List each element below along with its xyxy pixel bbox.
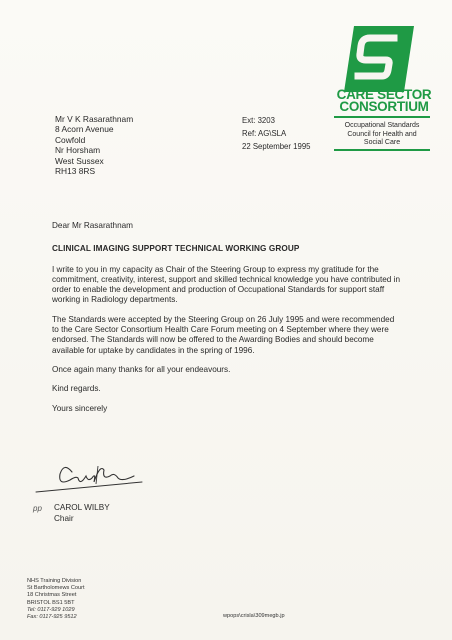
letter-body [52,221,402,423]
footer-line: 18 Christmas Street [27,592,77,599]
footer-phone: Tel: 0117-929 1029 [27,606,75,613]
org-name [334,89,434,113]
letter-heading: CLINICAL IMAGING SUPPORT TECHNICAL WORKING GROUP [52,244,300,254]
org-subtitle-line3: Social Care [363,139,401,146]
body-paragraph: Kind regards. [52,384,101,394]
per-procurationem-mark: pp [33,504,42,513]
org-divider-top [334,116,430,118]
address-line: Nr Horsham [55,145,101,156]
org-divider-bottom [334,149,430,151]
recipient-address [55,114,133,176]
reference-block [242,114,311,153]
address-line: 8 Acorn Avenue [55,124,114,135]
org-subtitle-line2: Council for Health and [347,130,417,138]
footer-line: BRISTOL BS1 5BT [27,599,75,606]
address-postcode: RH13 8RS [55,166,96,177]
closing: Yours sincerely [52,403,108,413]
org-name-line1: CARE SECTOR [336,87,432,102]
org-subtitle-line1: Occupational Standards [344,122,420,129]
footer-line: St Bartholomews Court [27,585,85,592]
recipient-name: Mr V K Rasarathnam [55,114,134,124]
body-paragraph: Once again many thanks for all your endeavours. [52,364,231,374]
handwritten-signature [30,452,150,500]
signer-title: Chair [54,513,74,523]
org-name-line2: CONSORTIUM [339,99,429,114]
footer-fax: Fax: 0117-925 9512 [27,614,77,621]
footer-address [27,578,85,621]
address-line: West Sussex [55,155,104,166]
signer-name: CAROL WILBY [54,503,110,512]
body-paragraph: The Standards were accepted by the Steering Group on 26 July 1995 and were recommended to the Care Sector Consortium Health Care Forum meeting on 4 September where they were endorsed. The Standards will now be offered to the Awarding Bodies and should become available for uptake by candidates in the spring of 1996. [52,314,395,355]
reference-code: Ref: AG\SLA [242,129,287,138]
address-line: Cowfold [55,134,86,145]
letter-date: 22 September 1995 [242,142,311,151]
footer-line: NHS Training Division [27,578,82,584]
body-paragraph: I write to you in my capacity as Chair of the Steering Group to express my gratitude for the commitment, creativity, interest, support and skilled technical knowledge you have contributed in order to enable the development and production of Occupational Standards for support staff working in Radiology departments. [52,264,400,305]
org-subtitle [334,122,430,148]
salutation: Dear Mr Rasarathnam [52,221,133,230]
extension-number: Ext: 3203 [242,116,275,125]
signer-block [54,503,110,524]
file-reference: wpops\crisla\309megb.jp [223,613,285,619]
care-sector-consortium-logo-icon [344,26,414,92]
